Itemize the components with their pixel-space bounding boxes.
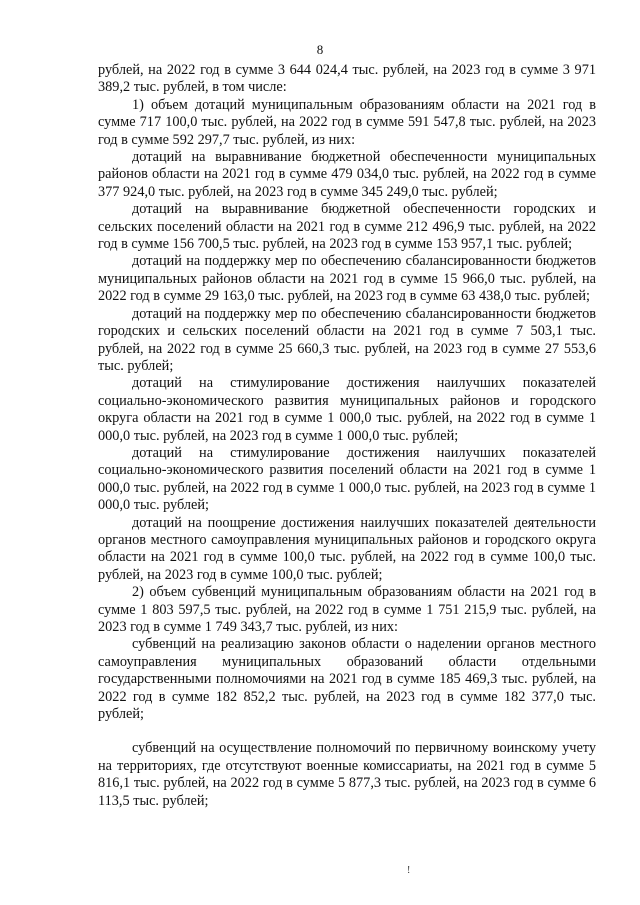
paragraph: дотаций на стимулирование достижения наилучших показателей социально-экономического развития поселений области на 2021 год в сумме 1 000,0 тыс. рублей, на 2022 год в сумме 1 000,0 тыс. рублей, на 2023 год в сумме 1 000,0 тыс. рублей; bbox=[98, 444, 596, 514]
paragraph: субвенций на осуществление полномочий по первичному воинскому учету на территориях, где отсутствуют военные комиссариаты, на 2021 год в сумме 5 816,1 тыс. рублей, на 2022 год в сумме 5 877,3 тыс. рублей, на 2023 год в сумме 6 113,5 тыс. рублей; bbox=[98, 740, 596, 809]
paragraph: дотаций на поддержку мер по обеспечению сбалансированности бюджетов муниципальных районов области на 2021 год в сумме 15 966,0 тыс. рублей, на 2022 год в сумме 29 163,0 тыс. рублей, на 2023 год в сумме 63 438,0 тыс. рублей; bbox=[98, 253, 596, 305]
page-number: 8 bbox=[316, 42, 324, 57]
paragraph: дотаций на поддержку мер по обеспечению сбалансированности бюджетов городских и сельских поселений области на 2021 год в сумме 7 503,1 тыс. рублей, на 2022 год в сумме 25 660,3 тыс. рублей, на 2023 год в сумме 27 553,6 тыс. рублей; bbox=[98, 305, 596, 374]
paragraph: субвенций на реализацию законов области о наделении органов местного самоуправления муниципальных образований области отдельными государственными полномочиями на 2021 год в сумме 185 469,3 тыс. рублей, на 2022 год в сумме 182 852,2 тыс. рублей, на 2023 год в сумме 182 377,0 тыс. рублей; bbox=[98, 636, 596, 723]
paragraph: 2) объем субвенций муниципальным образованиям области на 2021 год в сумме 1 803 597,5 тыс. рублей, на 2022 год в сумме 1 751 215,9 тыс. рублей, на 2023 год в сумме 1 749 343,7 тыс. рублей, из них: bbox=[98, 584, 596, 635]
paragraph: рублей, на 2022 год в сумме 3 644 024,4 тыс. рублей, на 2023 год в сумме 3 971 389,2 тыс. рублей, в том числе: bbox=[98, 62, 596, 96]
paragraph: 1) объем дотаций муниципальным образованиям области на 2021 год в сумме 717 100,0 тыс. рублей, на 2022 год в сумме 591 547,8 тыс. рублей, на 2023 год в сумме 592 297,7 тыс. рублей, из них: bbox=[98, 96, 596, 148]
paragraph: дотаций на поощрение достижения наилучших показателей деятельности органов местного самоуправления муниципальных районов и городского округа области на 2021 год в сумме 100,0 тыс. рублей, на 2022 год в сумме 100,0 тыс. рублей, на 2023 год в сумме 100,0 тыс. рублей; bbox=[98, 514, 596, 583]
document-body bbox=[98, 62, 596, 810]
bottom-mark: ! bbox=[407, 865, 411, 876]
paragraph: дотаций на стимулирование достижения наилучших показателей социально-экономического развития муниципальных районов и городского округа области на 2021 год в сумме 1 000,0 тыс. рублей, на 2022 год в сумме 1 000,0 тыс. рублей, на 2023 год в сумме 1 000,0 тыс. рублей; bbox=[98, 375, 596, 444]
paragraph: дотаций на выравнивание бюджетной обеспеченности муниципальных районов области на 2021 год в сумме 479 034,0 тыс. рублей, на 2022 год в сумме 377 924,0 тыс. рублей, на 2023 год в сумме 345 249,0 тыс. рублей; bbox=[98, 149, 596, 200]
paragraph: дотаций на выравнивание бюджетной обеспеченности городских и сельских поселений области на 2021 год в сумме 212 496,9 тыс. рублей, на 2022 год в сумме 156 700,5 тыс. рублей, на 2023 год в сумме 153 957,1 тыс. рублей; bbox=[98, 201, 596, 253]
